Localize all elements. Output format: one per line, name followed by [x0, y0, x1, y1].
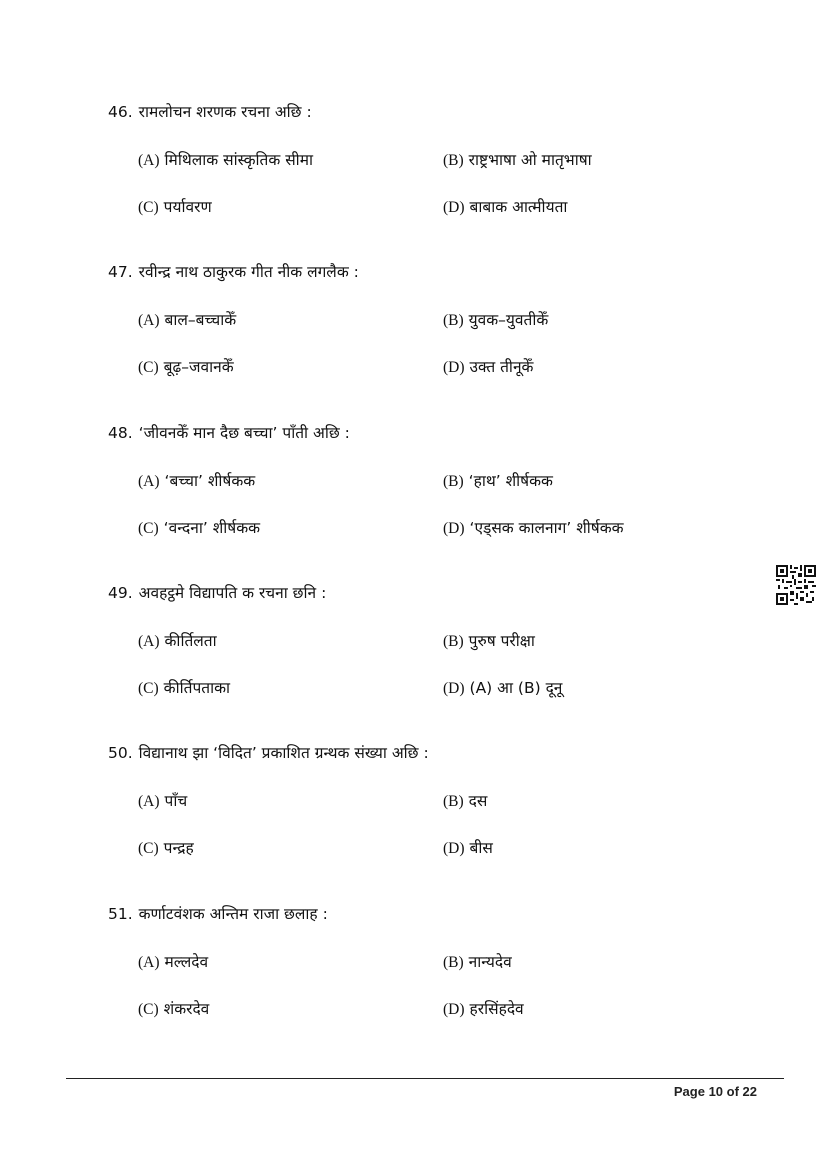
page-number: Page 10 of 22 — [673, 1084, 757, 1099]
question-text — [108, 423, 768, 443]
question-46 — [108, 102, 768, 216]
option-key: (C) — [138, 1001, 159, 1018]
question-prompt: रवीन्द्र नाथ ठाकुरक गीत नीक लगलैक : — [138, 263, 359, 281]
option-text: शंकरदेव — [163, 1000, 210, 1018]
question-number: 51. — [108, 905, 133, 923]
option-text: पुरुष परीक्षा — [468, 632, 535, 650]
option-text: नान्यदेव — [468, 953, 512, 971]
option-text: हरसिंहदेव — [469, 1000, 524, 1018]
option-key: (D) — [443, 1001, 465, 1018]
option-text: बाबाक आत्मीयता — [469, 198, 568, 216]
option-d — [443, 678, 562, 699]
option-a — [138, 952, 208, 973]
options — [108, 924, 768, 1018]
option-text: बूढ़–जवानकेँ — [163, 358, 234, 376]
option-text: ‘वन्दना’ शीर्षकक — [163, 519, 261, 537]
option-a — [138, 791, 187, 812]
option-d — [443, 999, 524, 1020]
question-number: 46. — [108, 103, 133, 121]
question-49 — [108, 583, 768, 697]
question-text — [108, 904, 768, 924]
question-48 — [108, 423, 768, 537]
option-c — [138, 678, 230, 699]
option-key: (A) — [138, 793, 160, 810]
option-text: पन्द्रह — [163, 839, 194, 857]
option-text: ‘हाथ’ शीर्षकक — [468, 472, 553, 490]
option-text: दस — [468, 792, 488, 810]
question-51 — [108, 904, 768, 1018]
qr-code-icon — [776, 565, 816, 605]
question-text — [108, 102, 768, 122]
options — [108, 282, 768, 376]
option-key: (B) — [443, 954, 464, 971]
question-number: 48. — [108, 424, 133, 442]
option-d — [443, 357, 533, 378]
option-key: (C) — [138, 840, 159, 857]
option-a — [138, 631, 217, 652]
options — [108, 443, 768, 537]
option-key: (C) — [138, 199, 159, 216]
question-number: 47. — [108, 263, 133, 281]
question-50 — [108, 743, 768, 857]
option-text: ‘एड्सक कालनाग’ शीर्षकक — [469, 519, 624, 537]
option-key: (A) — [138, 152, 160, 169]
option-c — [138, 197, 212, 218]
question-text — [108, 743, 768, 763]
option-text: बीस — [469, 839, 493, 857]
question-text — [108, 583, 768, 603]
option-b — [443, 631, 535, 652]
question-47 — [108, 262, 768, 376]
option-c — [138, 999, 209, 1020]
option-key: (D) — [443, 520, 465, 537]
question-prompt: अवहट्ठमे विद्यापति क रचना छनि : — [138, 584, 327, 602]
option-text: बाल–बच्चाकेँ — [164, 311, 237, 329]
option-d — [443, 518, 624, 539]
option-text: उक्त तीनूकेँ — [469, 358, 534, 376]
question-prompt: ‘जीवनकेँ मान दैछ बच्चा’ पाँती अछि : — [138, 424, 350, 442]
footer-divider — [66, 1078, 784, 1079]
option-text: कीर्तिपताका — [163, 679, 231, 697]
option-key: (B) — [443, 473, 464, 490]
option-b — [443, 150, 592, 171]
option-a — [138, 471, 255, 492]
question-prompt: विद्यानाथ झा ‘विदित’ प्रकाशित ग्रन्थक संख्या अछि : — [138, 744, 429, 762]
option-key: (B) — [443, 633, 464, 650]
option-b — [443, 471, 553, 492]
option-key: (A) — [138, 473, 160, 490]
option-key: (C) — [138, 359, 159, 376]
option-c — [138, 357, 234, 378]
question-prompt: रामलोचन शरणक रचना अछि : — [138, 103, 312, 121]
option-text: मिथिलाक सांस्कृतिक सीमा — [164, 151, 313, 169]
option-key: (D) — [443, 680, 465, 697]
option-key: (B) — [443, 793, 464, 810]
option-key: (C) — [138, 680, 159, 697]
question-number: 49. — [108, 584, 133, 602]
option-d — [443, 197, 567, 218]
option-b — [443, 952, 512, 973]
option-text: युवक–युवतीकेँ — [468, 311, 549, 329]
option-a — [138, 150, 313, 171]
option-b — [443, 310, 548, 331]
option-text: पर्यावरण — [163, 198, 212, 216]
question-number: 50. — [108, 744, 133, 762]
option-c — [138, 518, 260, 539]
options — [108, 763, 768, 857]
options — [108, 603, 768, 697]
option-c — [138, 838, 194, 859]
option-key: (A) — [138, 633, 160, 650]
option-text: (A) आ (B) दूनू — [469, 679, 563, 697]
option-d — [443, 838, 493, 859]
option-text: कीर्तिलता — [164, 632, 217, 650]
option-key: (D) — [443, 359, 465, 376]
option-key: (C) — [138, 520, 159, 537]
option-text: राष्ट्रभाषा ओ मातृभाषा — [468, 151, 592, 169]
question-prompt: कर्णाटवंशक अन्तिम राजा छलाह : — [138, 905, 328, 923]
option-text: ‘बच्चा’ शीर्षकक — [164, 472, 256, 490]
option-a — [138, 310, 236, 331]
option-key: (D) — [443, 840, 465, 857]
option-text: पाँच — [164, 792, 188, 810]
option-b — [443, 791, 487, 812]
option-key: (D) — [443, 199, 465, 216]
option-key: (B) — [443, 312, 464, 329]
option-key: (A) — [138, 954, 160, 971]
option-key: (B) — [443, 152, 464, 169]
options — [108, 122, 768, 216]
option-text: मल्लदेव — [164, 953, 209, 971]
option-key: (A) — [138, 312, 160, 329]
question-text — [108, 262, 768, 282]
